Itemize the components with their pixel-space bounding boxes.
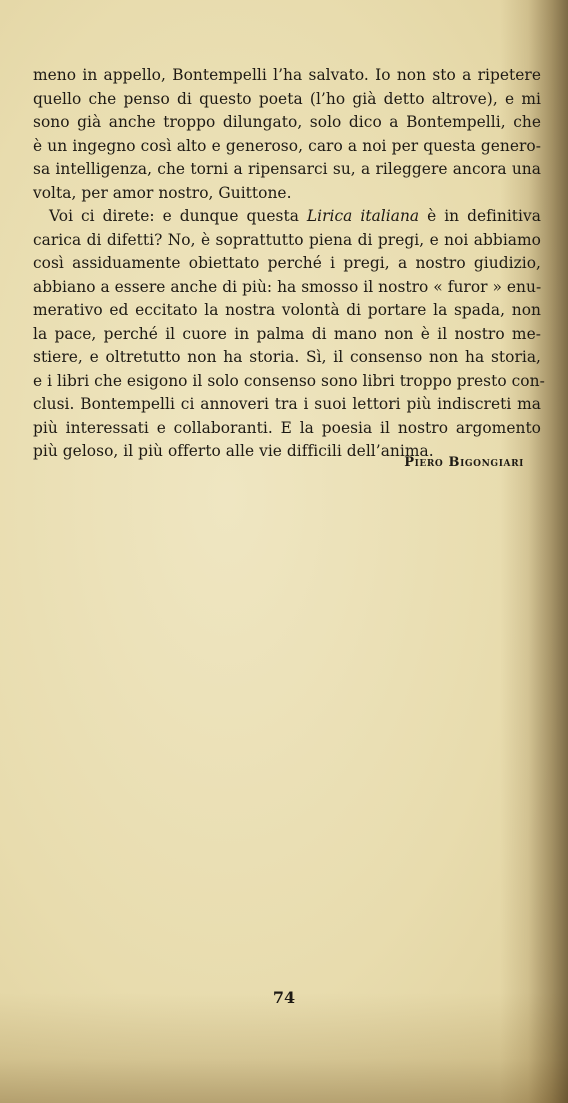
- page-number: 74: [272, 988, 296, 1007]
- book-title: Lirica italiana: [306, 207, 420, 225]
- text-line: merativo ed eccitato la nostra volontà di portare la spada, non: [33, 301, 541, 319]
- text-line: più geloso, il più offerto alle vie difficili dell’anima.: [33, 442, 434, 460]
- text-run: Voi ci direte: e dunque questa: [49, 207, 307, 225]
- text-line: sa intelligenza, che torni a ripensarci su, a rileggere ancora una: [33, 160, 541, 178]
- text-line: clusi. Bontempelli ci annoveri tra i suoi lettori più indiscreti ma: [33, 395, 541, 413]
- text-line: più interessati e collaboranti. E la poesia il nostro argomento: [33, 418, 541, 437]
- text-line: carica di difetti? No, è soprattutto piena di pregi, e noi abbiamo: [33, 230, 541, 249]
- text-line: volta, per amor nostro, Guittone.: [33, 183, 292, 202]
- paragraph-1: [33, 64, 541, 205]
- text-line: è un ingegno così alto e generoso, caro a noi per questa genero-: [33, 136, 541, 155]
- text-line: meno in appello, Bontempelli l’ha salvato. Io non sto a ripetere: [33, 66, 541, 84]
- text-line: e i libri che esigono il solo consenso sono libri troppo presto con-: [33, 371, 545, 390]
- text-line: sono già anche troppo dilungato, solo dico a Bontempelli, che: [33, 113, 541, 131]
- body-text: [33, 64, 545, 464]
- text-line: la pace, perché il cuore in palma di mano non è il nostro me-: [33, 324, 541, 343]
- text-line: quello che penso di questo poeta (l’ho già detto altrove), e mi: [33, 89, 541, 108]
- paragraph-2: [33, 205, 545, 464]
- text-line: così assiduamente obiettato perché i pregi, a nostro giudizio,: [33, 254, 541, 272]
- text-run: è in definitiva: [419, 207, 541, 225]
- text-line: stiere, e oltretutto non ha storia. Sì, il consenso non ha storia,: [33, 348, 541, 366]
- text-line: abbiano a essere anche di più: ha smosso il nostro « furor » enu-: [33, 277, 542, 296]
- text-line: [33, 205, 541, 229]
- author-signature: Piero Bigongiari: [404, 455, 524, 470]
